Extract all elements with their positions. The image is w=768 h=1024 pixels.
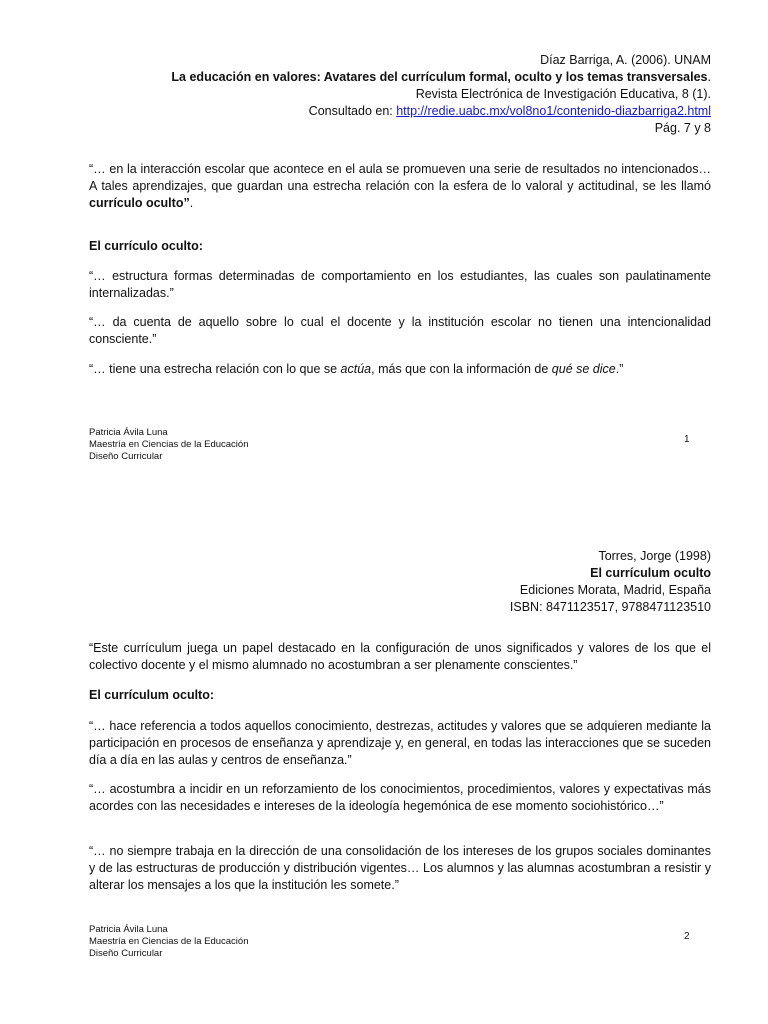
page1-citation-title-period: .	[707, 70, 711, 84]
page1-intro-quote	[89, 161, 711, 212]
page1-quote-3-part2: , más que con la información de	[371, 362, 552, 376]
page1-citation-title	[171, 69, 711, 86]
page1-quote-2: “… da cuenta de aquello sobre lo cual el docente y la institución escolar no tienen una intencionalidad consciente.”	[89, 315, 711, 346]
page1-consulted-label: Consultado en:	[308, 104, 397, 118]
page2-quote-3: “… no siempre trabaja en la dirección de una consolidación de los intereses de los grupos sociales dominantes y de las estructuras de producción y distribución vigentes… Los alumnos y las alumnas acostumbran a resistir y alterar los mensajes a los que la institución les somete.”	[89, 844, 711, 892]
page1-citation-journal: Revista Electrónica de Investigación Educativa, 8 (1).	[415, 87, 711, 101]
page1-quote-3-italic1: actúa	[340, 362, 372, 376]
page2-citation-publisher: Ediciones Morata, Madrid, España	[519, 583, 711, 597]
page1-intro-quote-bold: currículo oculto	[89, 196, 184, 210]
page1-footer	[89, 427, 248, 463]
page1-footer-program: Maestría en Ciencias de la Educación	[89, 439, 249, 450]
page1-quote-3-italic2: qué se dice	[551, 362, 616, 376]
page2-citation-title: El currículum oculto	[590, 566, 711, 580]
page1-source-link[interactable]: http://redie.uabc.mx/vol8no1/contenido-diazbarriga2.html	[396, 104, 711, 118]
page1-intro-quote-text: “… en la interacción escolar que acontece en el aula se promueven una serie de resultados no intencionados… A tales aprendizajes, que guardan una estrecha relación con la esfera de lo valoral y actitudinal, se les llamó	[89, 162, 711, 193]
page2-quote-2: “… acostumbra a incidir en un reforzamiento de los conocimientos, procedimientos, valores y expectativas más acordes con las necesidades e intereses de la ideología hegemónica de ese momento sociohistórico…”	[89, 782, 711, 813]
page1-heading: El currículo oculto:	[89, 239, 203, 253]
page2-quote-1: “… hace referencia a todos aquellos conocimiento, destrezas, actitudes y valores que se adquieren mediante la participación en procesos de enseñanza y aprendizaje y, en general, en todas las interacciones que se suceden día a día en las aulas y centros de enseñanza.”	[89, 719, 711, 767]
page2-citation	[510, 548, 711, 616]
page1-citation-title-text: La educación en valores: Avatares del currículum formal, oculto y los temas transversales	[171, 70, 708, 84]
page1-quote-3	[89, 361, 711, 378]
page1-citation-consulted	[171, 103, 711, 120]
page2-footer-name: Patricia Ávila Luna	[89, 924, 168, 935]
page2-citation-isbn: ISBN: 8471123517, 9788471123510	[509, 600, 711, 614]
page1-page-number: 1	[684, 434, 690, 445]
page2-footer	[89, 924, 248, 960]
page2-intro-quote: “Este currículum juega un papel destacado en la configuración de unos significados y valores de los que el colectivo docente y el mismo alumnado no acostumbran a ser plenamente conscientes.”	[89, 641, 711, 672]
page1-intro-quote-end: .	[189, 196, 194, 210]
page2-citation-author: Torres, Jorge (1998)	[598, 549, 711, 563]
page1-citation-author: Díaz Barriga, A. (2006). UNAM	[540, 53, 711, 67]
page2-heading: El currículum oculto:	[89, 688, 215, 702]
page1-quote-3-part1: “… tiene una estrecha relación con lo que se	[89, 362, 341, 376]
page1-citation-pages: Pág. 7 y 8	[654, 121, 711, 135]
page1-quote-3-part3: .”	[615, 362, 624, 376]
page2-footer-program: Maestría en Ciencias de la Educación	[89, 936, 249, 947]
page1-citation	[171, 52, 711, 137]
page1-quote-1: “… estructura formas determinadas de comportamiento en los estudiantes, las cuales son paulatinamente internalizadas.”	[89, 269, 711, 300]
page1-footer-course: Diseño Curricular	[89, 451, 163, 462]
page2-footer-course: Diseño Curricular	[89, 948, 163, 959]
page2-page-number: 2	[684, 931, 690, 942]
page1-intro-quote-close: ”	[183, 196, 190, 210]
page1-footer-name: Patricia Ávila Luna	[89, 427, 168, 438]
